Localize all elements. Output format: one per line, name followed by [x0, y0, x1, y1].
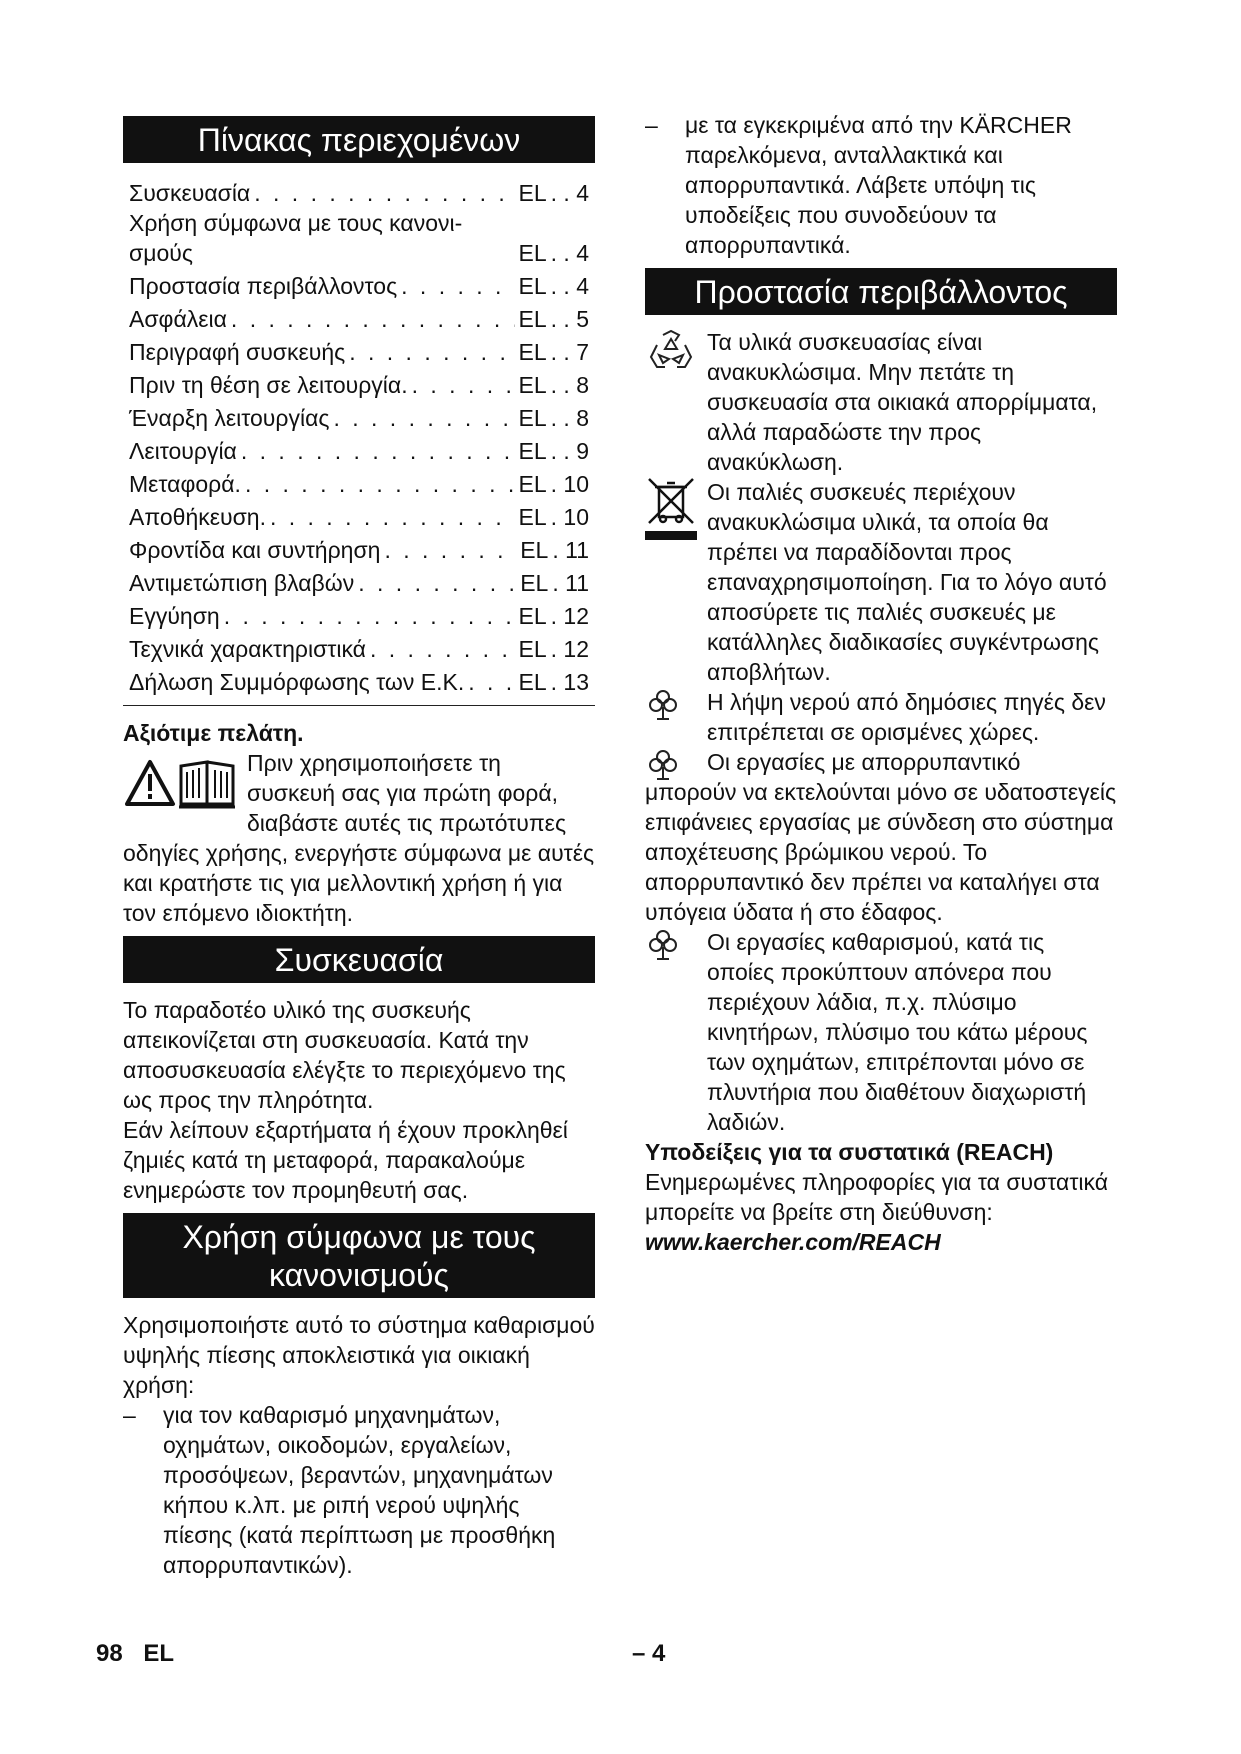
water-text-3: Οι εργασίες καθαρισμού, κατά τις οποίες προκύπτουν απόνερα που περιέχουν λάδια, π.χ. πλύσιμο κινητήρων, πλύσιμο του κάτω μέρους των οχημάτων, επιτρέπονται μόνο σε πλυντήρια που διαθέτουν διαχωριστή λαδιών. [707, 929, 1088, 1135]
toc-entry[interactable] [123, 631, 595, 664]
toc-entry[interactable] [123, 301, 595, 334]
divider [123, 705, 595, 706]
toc-entry-title: Έναρξη λειτουργίας [129, 405, 330, 431]
toc-entry[interactable] [123, 334, 595, 367]
recycling-text: Τα υλικά συσκευασίας είναι ανακυκλώσιμα. Μην πετάτε τη συσκευασία στα οικιακά απορρίμματα, αλλά παραδώστε την προς ανακύκλωση. [707, 329, 1098, 475]
footer-language: EL [143, 1640, 175, 1667]
toc-entry-lang: EL [518, 603, 547, 629]
toc-entry[interactable] [123, 208, 595, 268]
reach-text: Ενημερωμένες πληροφορίες για τα συστατικά μπορείτε να βρείτε στη διεύθυνση: [645, 1169, 1109, 1225]
toc-entry-title: Προστασία περιβάλλοντος [129, 273, 398, 299]
toc-entry-title: Συσκευασία [129, 180, 251, 206]
toc-entry-title: Χρήση σύμφωνα με τους κανονι-σμούς [129, 210, 463, 266]
list-item [645, 110, 1117, 260]
toc-leader-dots [349, 337, 514, 367]
toc-entry-title: Δήλωση Συμμόρφωσης των Ε.Κ. [129, 669, 465, 695]
toc-leader-dots [231, 304, 515, 334]
toc-entry-lang: EL [518, 240, 547, 266]
toc-entry-title: Τεχνικά χαρακτηριστικά [129, 636, 366, 662]
toc-entry-lang: EL [520, 537, 549, 563]
toc-entry-lang: EL [518, 372, 547, 398]
toc-entry-title: Πριν τη θέση σε λειτουργία. [129, 372, 408, 398]
page-number: 98 [96, 1640, 123, 1667]
toc-entry-title: Λειτουργία [129, 438, 237, 464]
reach-heading: Υποδείξεις για τα συστατικά (REACH) [645, 1139, 1054, 1165]
toc-entry-page: . . 4 [550, 240, 589, 266]
intro-block [123, 748, 595, 928]
list-dash: – [645, 112, 658, 138]
toc-entry-page: . . 9 [550, 438, 589, 464]
toc-entry[interactable] [123, 433, 595, 466]
toc-entry-page: . . 4 [550, 180, 589, 206]
toc-entry-lang: EL [518, 180, 547, 206]
toc-entry-title: Περιγραφή συσκευής [129, 339, 346, 365]
toc-entry[interactable] [123, 268, 595, 301]
toc-entry[interactable] [123, 565, 595, 598]
toc-leader-dots [358, 568, 516, 598]
toc-entry-page: . 11 [552, 537, 589, 563]
toc-leader-dots [370, 634, 515, 664]
toc-entry-title: Φροντίδα και συντήρηση [129, 537, 381, 563]
toc-heading: Πίνακας περιεχομένων [123, 116, 595, 163]
water-note-1 [645, 687, 1117, 747]
toc-entry-page: . . 5 [550, 306, 589, 332]
toc-entry[interactable] [123, 175, 595, 208]
warning-manual-icon [123, 752, 241, 810]
toc-entry-page: . 10 [550, 504, 589, 530]
toc-entry-page: . 13 [550, 669, 589, 695]
list-item-text: για τον καθαρισμό μηχανημάτων, οχημάτων, οικοδομών, εργαλείων, προσόψεων, βεραντών, μηχανημάτων κήπου κ.λπ. με ριπή νερού υψηλής πίεσης (κατά περίπτωση με προσθήκη απορρυπαντικών). [163, 1402, 556, 1578]
water-note-2 [645, 747, 1117, 927]
toc-entry-page: . . 4 [550, 273, 589, 299]
toc-entry-lang: EL [518, 339, 547, 365]
intro-text: Πριν χρησιμοποιήσετε τη συσκευή σας για πρώτη φορά, διαβάστε αυτές τις πρωτότυπες οδηγίες χρήσης, ενεργήστε σύμφωνα με αυτές και κρατήστε τις για μελλοντική χρήση ή για τον επόμενο ιδιοκτήτη. [123, 750, 595, 926]
toc-leader-dots [270, 502, 515, 532]
toc-leader-dots [241, 436, 515, 466]
toc-entry-page: . . 8 [550, 405, 589, 431]
environment-icon [645, 687, 707, 747]
reach-link[interactable]: www.kaercher.com/REACH [645, 1229, 941, 1255]
toc-entry[interactable] [123, 532, 595, 565]
toc-entry[interactable] [123, 367, 595, 400]
intended-use-heading [123, 1213, 595, 1298]
toc-entry-title: Ασφάλεια [129, 306, 227, 332]
toc-entry-lang: EL [518, 636, 547, 662]
toc-leader-dots [245, 469, 515, 499]
list-item-text: με τα εγκεκριμένα από την KÄRCHER παρελκόμενα, ανταλλακτικά και απορρυπαντικά. Λάβετε υπόψη τις υποδείξεις που συνοδεύουν τα απορρυπαντικά. [685, 112, 1072, 258]
toc-entry[interactable] [123, 400, 595, 433]
intended-use-paragraph: Χρησιμοποιήστε αυτό το σύστημα καθαρισμού υψηλής πίεσης αποκλειστικά για οικιακή χρήση: [123, 1312, 595, 1398]
toc-entry-lang: EL [518, 306, 547, 332]
toc-leader-dots [224, 601, 515, 631]
water-text-2: Οι εργασίες με απορρυπαντικό μπορούν να εκτελούνται μόνο σε υδατοστεγείς επιφάνειες εργασίας με σύνδεση στο σύστημα αποχέτευσης βρώμικου νερού. Το απορρυπαντικό δεν πρέπει να καταλήγει στα υπόγεια ύδατα ή στο έδαφος. [645, 749, 1117, 925]
toc-entry-lang: EL [518, 273, 547, 299]
toc-entry-page: . . 7 [550, 339, 589, 365]
toc-entry[interactable] [123, 598, 595, 631]
environment-heading: Προστασία περιβάλλοντος [645, 268, 1117, 315]
toc-entry-lang: EL [518, 471, 547, 497]
toc-entry-lang: EL [520, 570, 549, 596]
toc-entry-title: Εγγύηση [129, 603, 220, 629]
greeting-heading: Αξιότιμε πελάτη. [123, 720, 304, 746]
toc-leader-dots [412, 370, 515, 400]
toc-entry-lang: EL [518, 504, 547, 530]
footer-page-info [96, 1640, 174, 1668]
left-column [123, 116, 595, 1580]
toc-entry-lang: EL [518, 405, 547, 431]
toc-entry-title: Μεταφορά. [129, 471, 241, 497]
environment-icon [645, 747, 681, 790]
toc-leader-dots [333, 403, 514, 433]
toc-entry-page: . 12 [550, 603, 589, 629]
list-item [123, 1400, 595, 1580]
toc-leader-dots [401, 271, 514, 301]
toc-leader-dots [254, 178, 514, 208]
recycling-note [645, 327, 1117, 477]
toc-entry[interactable] [123, 664, 595, 697]
toc-entry[interactable] [123, 466, 595, 499]
toc-entry-lang: EL [518, 438, 547, 464]
toc-entry-page: . 12 [550, 636, 589, 662]
water-text-1: Η λήψη νερού από δημόσιες πηγές δεν επιτρέπεται σε ορισμένες χώρες. [707, 689, 1106, 745]
toc-entry-page: . 11 [552, 570, 589, 596]
intended-use-heading-line-2: κανονισμούς [269, 1257, 449, 1293]
toc-entry-title: Αποθήκευση. [129, 504, 266, 530]
weee-text: Οι παλιές συσκευές περιέχουν ανακυκλώσιμα υλικά, τα οποία θα πρέπει να παραδίδονται προς επαναχρησιμοποίηση. Για το λόγο αυτό αποσύρετε τις παλιές συσκευές με κατάλληλες διαδικασίες συγκέντρωσης αποβλήτων. [707, 479, 1107, 685]
right-column [645, 112, 1117, 1257]
list-dash: – [123, 1402, 136, 1428]
toc-entry-page: . . 8 [550, 372, 589, 398]
toc-entry-title: Αντιμετώπιση βλαβών [129, 570, 355, 596]
intended-use-heading-line-1: Χρήση σύμφωνα με τους [182, 1219, 536, 1255]
toc-entry[interactable] [123, 499, 595, 532]
toc-entry-page: . 10 [550, 471, 589, 497]
footer-center-page: – 4 [632, 1640, 666, 1667]
recycling-icon [645, 327, 707, 477]
weee-note [645, 477, 1117, 687]
toc-entry-lang: EL [518, 669, 547, 695]
toc-leader-dots [468, 667, 514, 697]
environment-icon [645, 927, 707, 1137]
table-of-contents [123, 175, 595, 697]
water-note-3 [645, 927, 1117, 1137]
packaging-paragraph-2: Εάν λείπουν εξαρτήματα ή έχουν προκληθεί ζημιές κατά τη μεταφορά, παρακαλούμε ενημερώστε τον προμηθευτή σας. [123, 1117, 568, 1203]
toc-leader-dots [384, 535, 516, 565]
packaging-paragraph-1: Το παραδοτέο υλικό της συσκευής απεικονίζεται στη συσκευασία. Κατά την αποσυσκευασία ελέγξτε το περιεχόμενο της ως προς την πληρότητα. [123, 997, 566, 1113]
packaging-heading: Συσκευασία [123, 936, 595, 983]
crossed-bin-icon [645, 477, 707, 687]
